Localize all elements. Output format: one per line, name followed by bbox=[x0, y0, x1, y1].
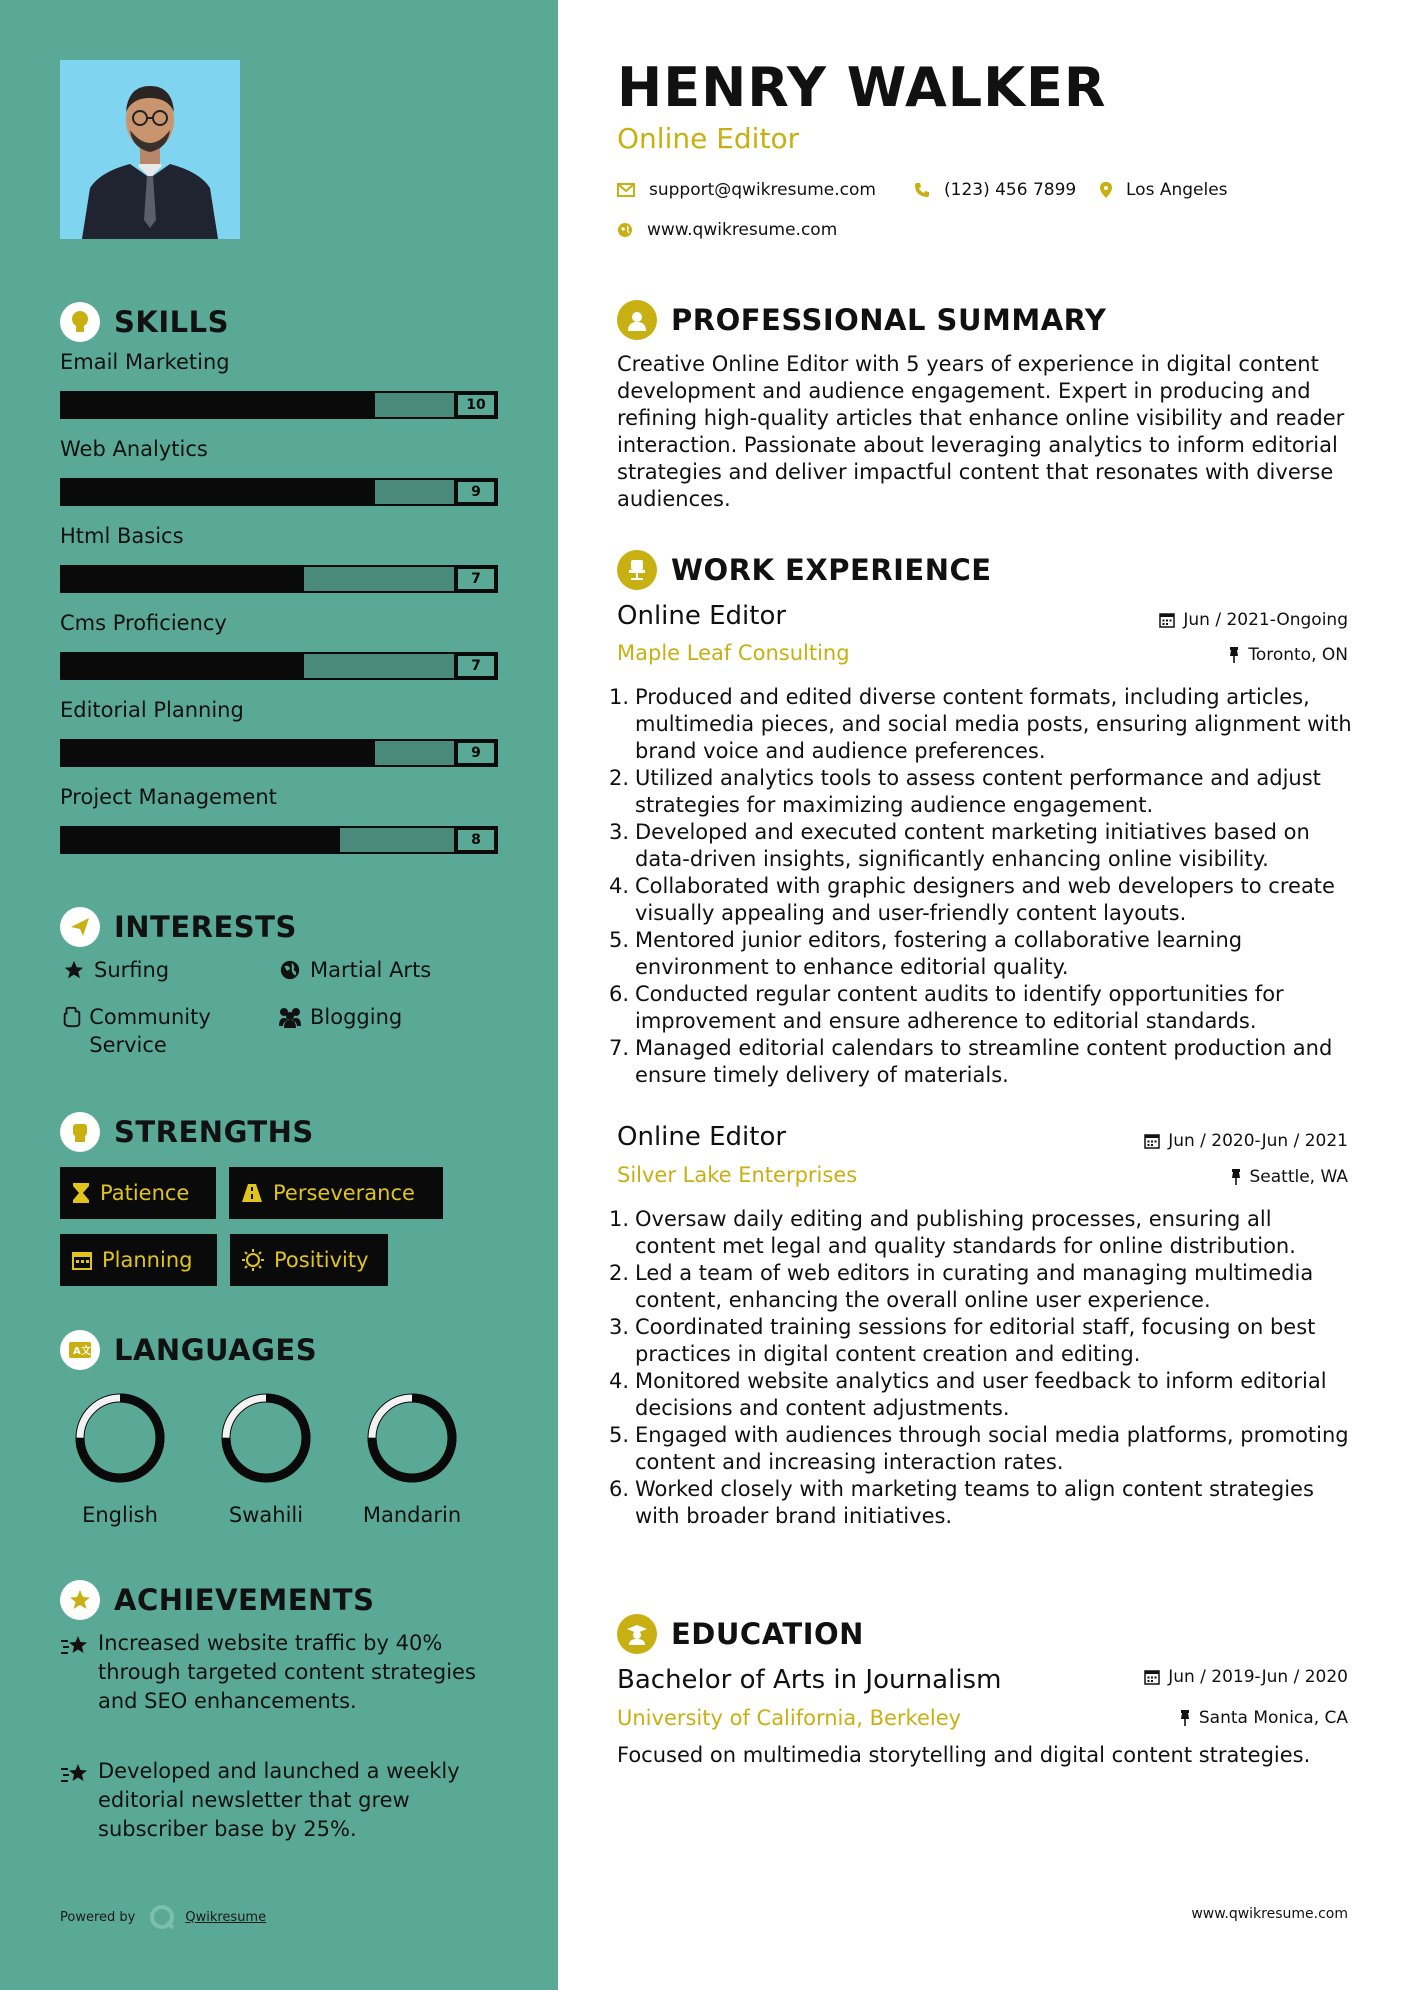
strength-tag: Patience bbox=[60, 1167, 216, 1219]
summary-title: PROFESSIONAL SUMMARY bbox=[671, 303, 1107, 337]
job-bullet: 6. Worked closely with marketing teams to align content strategies with broader brand initiatives. bbox=[608, 1477, 1314, 1528]
job-bullet: 3. Coordinated training sessions for editorial staff, focusing on best practices in digital content creation and editing. bbox=[608, 1315, 1316, 1366]
interest-item: Blogging bbox=[276, 1003, 402, 1031]
svg-text:A: A bbox=[73, 1346, 81, 1357]
strength-tag: Planning bbox=[60, 1234, 217, 1286]
education-location: Santa Monica, CA bbox=[1179, 1708, 1348, 1728]
achievement-item bbox=[60, 1629, 500, 1716]
job-company: Silver Lake Enterprises bbox=[617, 1163, 858, 1187]
pushpin-icon bbox=[1179, 1710, 1191, 1726]
contact-location: Los Angeles bbox=[1100, 180, 1228, 200]
education-school: University of California, Berkeley bbox=[617, 1706, 962, 1730]
envelope-icon bbox=[617, 183, 635, 197]
star-icon bbox=[60, 956, 88, 984]
skill-bar-remaining bbox=[375, 741, 454, 765]
achievements-title: ACHIEVEMENTS bbox=[114, 1583, 375, 1617]
education-text: Focused on multimedia storytelling and digital content strategies. bbox=[617, 1743, 1311, 1767]
users-icon bbox=[276, 1003, 304, 1031]
skill-bar-remaining bbox=[340, 828, 454, 852]
hourglass-icon bbox=[72, 1182, 90, 1204]
globe-icon bbox=[276, 956, 304, 984]
job-dates: Jun / 2021-Ongoing bbox=[1159, 610, 1348, 630]
job-bullets bbox=[608, 684, 1358, 1089]
user-icon bbox=[617, 300, 657, 340]
job-bullet: 4. Collaborated with graphic designers and web developers to create visually appealing and user-friendly content layouts. bbox=[608, 874, 1335, 925]
lightbulb-icon bbox=[60, 302, 100, 342]
job-bullet: 5. Mentored junior editors, fostering a collaborative learning environment to enhance editorial quality. bbox=[608, 928, 1243, 979]
office-chair-icon bbox=[617, 550, 657, 590]
languages-heading bbox=[60, 1330, 317, 1370]
skill-bar bbox=[60, 478, 498, 506]
language-label: Mandarin bbox=[362, 1503, 462, 1527]
strengths-title: STRENGTHS bbox=[114, 1115, 314, 1149]
skills-title: SKILLS bbox=[114, 305, 229, 339]
language-item bbox=[50, 1383, 190, 1527]
skill-label: Editorial Planning bbox=[60, 698, 244, 722]
globe-icon bbox=[617, 222, 633, 238]
job-location: Seattle, WA bbox=[1230, 1167, 1349, 1187]
job-title: Online Editor bbox=[617, 1122, 787, 1152]
achievement-item bbox=[60, 1757, 500, 1844]
skill-bar bbox=[60, 565, 498, 593]
calendar-icon bbox=[1159, 612, 1175, 628]
job-bullet: 2. Led a team of web editors in curating and managing multimedia content, enhancing the overall online user experience. bbox=[608, 1261, 1314, 1312]
language-item bbox=[196, 1383, 336, 1527]
qwikresume-logo-icon bbox=[149, 1904, 175, 1930]
job-bullet: 4. Monitored website analytics and user feedback to inform editorial decisions and content adjustments. bbox=[608, 1369, 1327, 1420]
skill-label: Project Management bbox=[60, 785, 277, 809]
interest-item: Martial Arts bbox=[276, 956, 431, 984]
fist-icon bbox=[60, 1112, 100, 1152]
job-bullet: 3. Developed and executed content marketing initiatives based on data-driven insights, significantly enhancing online visibility. bbox=[608, 820, 1310, 871]
skills-heading bbox=[60, 302, 229, 342]
strengths-heading bbox=[60, 1112, 314, 1152]
contact-phone[interactable]: (123) 456 7899 bbox=[914, 180, 1076, 200]
job-bullet: 2. Utilized analytics tools to assess content performance and adjust strategies for maximizing audience engagement. bbox=[608, 766, 1321, 817]
shooting-star-icon bbox=[60, 1629, 98, 1716]
calendar-icon bbox=[72, 1250, 92, 1270]
hand-icon bbox=[60, 1003, 83, 1031]
job-location: Toronto, ON bbox=[1228, 645, 1348, 665]
contact-website[interactable]: www.qwikresume.com bbox=[617, 220, 837, 240]
candidate-role: Online Editor bbox=[617, 122, 800, 155]
skill-bar-remaining bbox=[304, 654, 454, 678]
star-badge-icon bbox=[60, 1580, 100, 1620]
skill-level-badge: 7 bbox=[456, 567, 496, 591]
candidate-name: HENRY WALKER bbox=[617, 56, 1107, 119]
powered-by bbox=[60, 1904, 266, 1930]
skill-level-badge: 8 bbox=[456, 828, 496, 852]
language-label: Swahili bbox=[228, 1503, 304, 1527]
achievement-text: Increased website traffic by 40% through targeted content strategies and SEO enhancements. bbox=[98, 1631, 476, 1713]
interest-item: Community Service bbox=[60, 1003, 260, 1059]
job-bullet: 1. Produced and edited diverse content formats, including articles, multimedia pieces, and social media posts, ensuring alignment with brand voice and audience preferences. bbox=[608, 685, 1352, 763]
job-title: Online Editor bbox=[617, 601, 787, 631]
powered-brand-link[interactable]: Qwikresume bbox=[185, 1909, 267, 1925]
skill-label: Web Analytics bbox=[60, 437, 208, 461]
language-label: English bbox=[82, 1503, 158, 1527]
skill-bar-remaining bbox=[304, 567, 454, 591]
job-bullets bbox=[608, 1206, 1358, 1530]
interests-heading bbox=[60, 907, 297, 947]
language-ring bbox=[50, 1383, 190, 1493]
skill-label: Cms Proficiency bbox=[60, 611, 227, 635]
job-dates: Jun / 2020-Jun / 2021 bbox=[1144, 1131, 1348, 1151]
languages-title: LANGUAGES bbox=[114, 1333, 318, 1367]
achievement-text: Developed and launched a weekly editorial newsletter that grew subscriber base by 25%. bbox=[98, 1759, 460, 1841]
education-heading bbox=[617, 1614, 864, 1654]
calendar-icon bbox=[1144, 1133, 1160, 1149]
graduate-icon bbox=[617, 1614, 657, 1654]
summary-heading bbox=[617, 300, 1106, 340]
map-pin-icon bbox=[1100, 182, 1112, 198]
sun-icon bbox=[242, 1249, 264, 1271]
pushpin-icon bbox=[1228, 647, 1240, 663]
paper-plane-icon bbox=[60, 907, 100, 947]
education-dates: Jun / 2019-Jun / 2020 bbox=[1144, 1667, 1348, 1687]
skill-bar bbox=[60, 826, 498, 854]
road-icon bbox=[241, 1183, 263, 1203]
profile-photo bbox=[60, 60, 240, 239]
strength-tag: Positivity bbox=[230, 1234, 388, 1286]
experience-title: WORK EXPERIENCE bbox=[671, 553, 992, 587]
phone-icon bbox=[914, 182, 930, 198]
svg-text:文: 文 bbox=[81, 1346, 91, 1357]
job-bullet: 7. Managed editorial calendars to streamline content production and ensure timely delivery of materials. bbox=[608, 1036, 1333, 1087]
skill-level-badge: 10 bbox=[456, 393, 496, 417]
job-bullet: 1. Oversaw daily editing and publishing processes, ensuring all content met legal and quality standards for online distribution. bbox=[608, 1207, 1296, 1258]
calendar-icon bbox=[1144, 1669, 1160, 1685]
sidebar bbox=[0, 0, 558, 1990]
interests-title: INTERESTS bbox=[114, 910, 297, 944]
footer-website[interactable]: www.qwikresume.com bbox=[1191, 1906, 1348, 1922]
powered-label: Powered by bbox=[60, 1909, 136, 1925]
skill-label: Email Marketing bbox=[60, 350, 230, 374]
strength-tag: Perseverance bbox=[229, 1167, 443, 1219]
experience-heading bbox=[617, 550, 992, 590]
language-ring bbox=[342, 1383, 482, 1493]
shooting-star-icon bbox=[60, 1757, 98, 1844]
skill-bar-remaining bbox=[375, 393, 454, 417]
language-icon bbox=[60, 1330, 100, 1370]
education-degree: Bachelor of Arts in Journalism bbox=[617, 1665, 1002, 1695]
achievements-heading bbox=[60, 1580, 374, 1620]
contact-email[interactable]: support@qwikresume.com bbox=[617, 180, 876, 200]
skill-level-badge: 7 bbox=[456, 654, 496, 678]
skill-bar bbox=[60, 391, 498, 419]
job-bullet: 6. Conducted regular content audits to identify opportunities for improvement and ensure adherence to editorial standards. bbox=[608, 982, 1284, 1033]
skill-level-badge: 9 bbox=[456, 480, 496, 504]
education-title: EDUCATION bbox=[671, 1617, 864, 1651]
skill-level-badge: 9 bbox=[456, 741, 496, 765]
summary-text: Creative Online Editor with 5 years of experience in digital content development and audience engagement. Expert in producing and refining high-quality articles that enhance online visibility and reader interaction. Passionate about leveraging analytics to inform editorial strategies and deliver impactful content that resonates with diverse audiences. bbox=[617, 352, 1345, 511]
language-item bbox=[342, 1383, 482, 1527]
skill-label: Html Basics bbox=[60, 524, 184, 548]
job-bullet: 5. Engaged with audiences through social media platforms, promoting content and increasing interaction rates. bbox=[608, 1423, 1349, 1474]
language-ring bbox=[196, 1383, 336, 1493]
skill-bar bbox=[60, 652, 498, 680]
job-company: Maple Leaf Consulting bbox=[617, 641, 850, 665]
interest-item: Surfing bbox=[60, 956, 169, 984]
pushpin-icon bbox=[1230, 1169, 1242, 1185]
skill-bar bbox=[60, 739, 498, 767]
skill-bar-remaining bbox=[375, 480, 454, 504]
